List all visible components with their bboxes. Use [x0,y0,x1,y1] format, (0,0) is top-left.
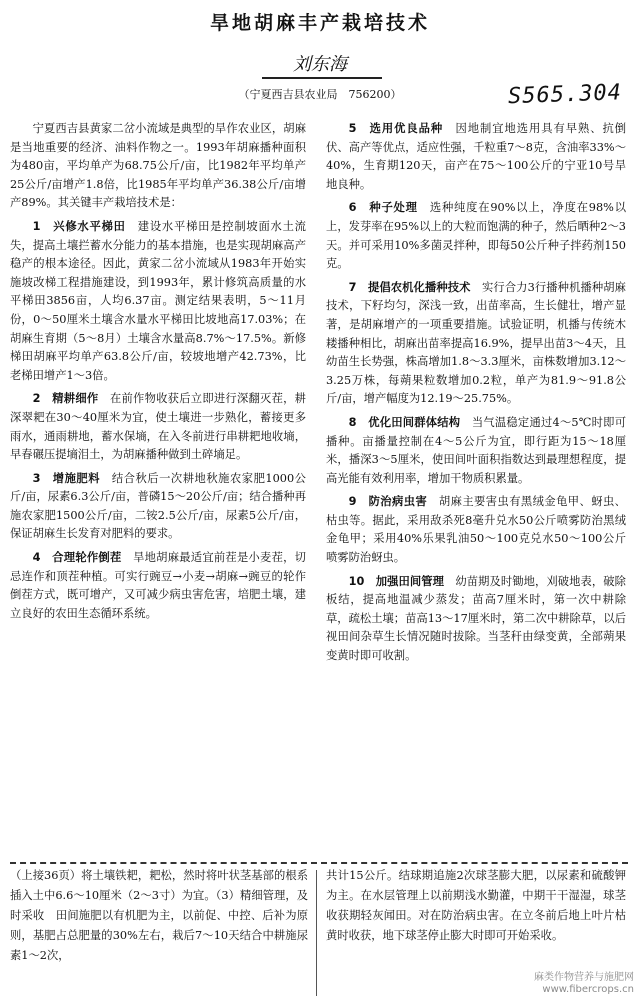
section-body: 在前作物收获后立即进行深翻灭茬，耕深翠耙在30～40厘米为宜，使土壤进一步熟化，蓄接更多雨水，通雨耕地，蓄水保墒，在入冬前进行串耕耙地收墒，早春碾压提墒泪土，为胡麻播种做到土碎墒足。 [10,392,306,462]
section-paragraph [326,199,626,273]
section-paragraph [326,120,626,194]
bottom-left-fragment [10,866,308,966]
section-body: 幼苗期及时锄地，刈破地表，破除板结，提高地温减少蒸发；苗高7厘米时，第一次中耕除草，疏松土壤；苗高13～17厘米时，第二次中耕除草，以后视田间杂草生长情况随时拔除。当茎秆由绿变黄，全部蒴果变黄时即可收割。 [326,574,626,663]
watermark-url: www.fibercrops.cn [542,984,634,995]
watermark-name: 麻类作物营养与施肥网 [534,972,634,983]
section-body: 当气温稳定通过4～5℃时即可播种。亩播量控制在4～5公斤为宜，即行距为15～18厘米，播深3～5厘米，使田间叶面积指数达到最理想程度，提高光能有效利用率，增加干物质积累量。 [326,415,626,485]
article-author: 刘东海 [293,54,347,75]
section-paragraph [10,549,306,623]
section-body: 因地制宜地选用具有早熟、抗倒伏、高产等优点，适应性强，千粒重7～8克，含油率33%～40%，生育期120天，亩产在75～100公斤的宁亚10号旱地良种。 [326,122,626,191]
continued-text: （上接36页）将土壤铁耙，耙松，然时将叶状茎基部的根系插入土中6.6～10厘米（2～3寸）为宜。（3）精细管理，及时采收 田间施肥以有机肥为主，以前促、中控、后补为原则，基肥占总肥量的30%左右，栽后7～10天结合中耕施尿素1～2次， [10,869,308,962]
section-heading: 3 增施肥料 [32,471,101,485]
section-heading: 4 合理轮作倒茬 [32,551,122,565]
section-paragraph [10,470,306,544]
handwritten-classification-code: S565.304 [507,80,623,110]
article-title: 旱地胡麻丰产栽培技术 [209,12,430,34]
right-column [326,120,626,666]
section-heading: 9 防治病虫害 [348,495,428,509]
section-paragraph [326,493,626,567]
author-underline [262,77,382,79]
section-heading: 7 提倡农机化播种技术 [348,280,471,294]
section-heading: 1 兴修水平梯田 [32,219,126,233]
section-body: 旱地胡麻最适宜前茬是小麦茬，切忌连作和顶茬种植。可实行豌豆→小麦→胡麻→豌豆的轮作倒茬方式，既可增产，又可减少病虫害危害，培肥土壤，建立良好的农田生态循环系统。 [10,551,306,620]
section-body: 建设水平梯田是控制坡面水土流失，提高土壤拦蓄水分能力的基本措施，也是实现胡麻高产稳产的根本途径。因此，黄家二岔小流域从1983年开始实施坡改梯工程措施建设，到1993年，累计修筑高质量的水平梯田3856亩，人均6.37亩。测定结果表明，5～11月份，0～50厘米土壤含水量水平梯田比坡地高17.03%；在胡麻生育期（5～8月）土壤含水量高8.7%～17.5%。新修梯田胡麻平均单产63.8公斤/亩，较坡地增产42.73%，比老梯田增产1～3倍。 [10,219,306,382]
section-heading: 5 选用优良品种 [348,122,444,135]
left-column [10,120,306,623]
column-divider [316,870,317,996]
section-body: 选种纯度在90%以上，净度在98%以上，发芽率在95%以上的大粒而饱满的种子，然后晒种2～3天。并可采用10%多菌灵拌种，即每50公斤种子拌药剂150克。 [326,201,626,271]
site-watermark [534,972,634,996]
section-body: 胡麻主要害虫有黑绒金龟甲、蚜虫、枯虫等。据此，采用敌杀死8毫升兑水50公斤喷雾防治黑绒金龟甲；采用40%乐果乳油50～100克兑水50～100公斤喷雾防治蚜虫。 [326,495,626,565]
section-heading: 2 精耕细作 [32,392,99,406]
section-divider [10,862,628,864]
section-paragraph [10,218,306,385]
article-affiliation: （宁夏西吉县农业局 756200） [238,88,402,101]
section-paragraph [326,573,626,666]
section-body: 实行合力3行播种机播种胡麻技术，下籽均匀，深浅一致，出苗率高，生长健壮，增产显著，是胡麻增产的一项重要措施。试验证明，机播与传统木耧播种相比，胡麻出苗率提高16.9%，提早出苗3～4天，且幼苗生长势强，株高增加1.8～3.3厘米，亩株数增加3.12～3.25万株，每蒴果粒数增加0.2粒，单产为81.9～91.8公斤/亩，增产幅度为12.19～25.75%。 [326,280,626,406]
section-paragraph [10,390,306,464]
section-heading: 6 种子处理 [348,201,418,215]
section-paragraph [326,279,626,409]
section-paragraph [326,414,626,488]
section-heading: 10 加强田间管理 [348,574,445,588]
intro-paragraph: 宁夏西吉县黄家二岔小流域是典型的旱作农业区，胡麻是当地重要的经济、油料作物之一。1993年胡麻播种面积为480亩，平均单产为68.75公斤/亩，比1982年平均单产25公斤/亩增产1.8倍，比1985年平均单产36.38公斤/亩增产89%。其关键丰产栽培技术是： [10,122,306,210]
continued-text: 共计15公斤。结球期追施2次球茎膨大肥，以尿素和硫酸钾为主。在水层管理上以前期浅水勤灌，中期干干湿湿，球茎收获期轻灰闻田。对在防治病虫害。在立冬前后地上叶片枯黄时收获，地下球茎停止膨大时即可开始采收。 [326,869,626,942]
bottom-right-fragment [326,866,626,946]
section-heading: 8 优化田间群体结构 [348,415,461,429]
section-body: 结合秋后一次耕地秋施农家肥1000公斤/亩，尿素6.3公斤/亩，普磷15～20公斤/亩；结合播种再施农家肥1500公斤/亩，二铵2.5公斤/亩，尿素5公斤/亩，保证胡麻生长发育对肥料的要求。 [10,471,306,541]
